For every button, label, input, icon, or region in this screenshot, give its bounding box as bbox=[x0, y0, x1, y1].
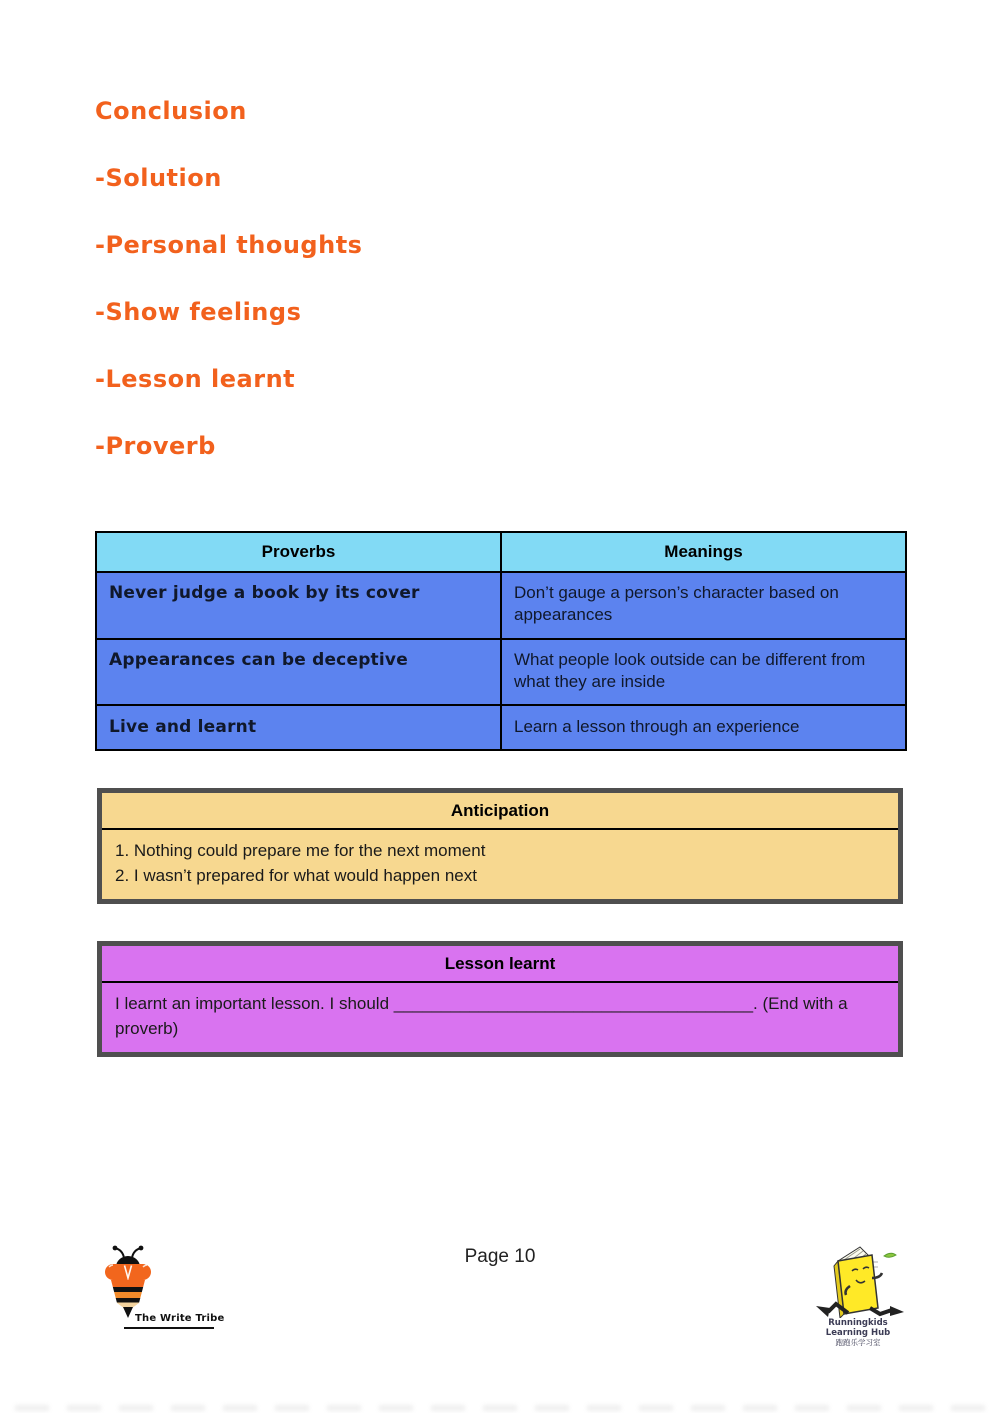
table-row bbox=[96, 572, 906, 639]
conclusion-heading-list bbox=[95, 99, 362, 501]
anticipation-box bbox=[97, 788, 903, 904]
anticipation-content bbox=[102, 830, 898, 899]
anticipation-item-1: 1. Nothing could prepare me for the next moment bbox=[115, 841, 486, 860]
heading-lesson-learnt: -Lesson learnt bbox=[95, 365, 296, 393]
page-number: Page 10 bbox=[464, 1246, 536, 1267]
proverb-cell: Appearances can be deceptive bbox=[96, 639, 501, 705]
lesson-learnt-title: Lesson learnt bbox=[102, 946, 898, 983]
heading-show-feelings: -Show feelings bbox=[95, 298, 302, 326]
column-header-proverbs: Proverbs bbox=[96, 532, 501, 572]
learning-hub-cjk-name: 跑跑乐学习室 bbox=[835, 1338, 881, 1348]
lesson-learnt-content: I learnt an important lesson. I should ______________________________________. (End with a proverb) bbox=[115, 994, 848, 1038]
table-header-row bbox=[96, 532, 906, 572]
write-tribe-label: The Write Tribe bbox=[135, 1313, 225, 1324]
write-tribe-underline bbox=[124, 1327, 214, 1329]
proverbs-table bbox=[95, 531, 907, 751]
proverb-cell: Never judge a book by its cover bbox=[96, 572, 501, 639]
write-tribe-logo bbox=[98, 1244, 225, 1336]
learning-hub-logo bbox=[806, 1240, 910, 1348]
next-page-ghost-text bbox=[15, 1405, 985, 1411]
meaning-cell: Learn a lesson through an experience bbox=[501, 705, 906, 750]
meaning-cell: Don’t gauge a person’s character based on appearances bbox=[501, 572, 906, 639]
heading-conclusion: Conclusion bbox=[95, 97, 247, 125]
heading-solution: -Solution bbox=[95, 164, 222, 192]
anticipation-title: Anticipation bbox=[102, 793, 898, 830]
column-header-meanings: Meanings bbox=[501, 532, 906, 572]
heading-personal-thoughts: -Personal thoughts bbox=[95, 231, 363, 259]
proverb-cell: Live and learnt bbox=[96, 705, 501, 750]
table-row bbox=[96, 639, 906, 705]
table-row bbox=[96, 705, 906, 750]
meaning-cell: What people look outside can be different from what they are inside bbox=[501, 639, 906, 705]
heading-proverb: -Proverb bbox=[95, 432, 216, 460]
running-book-icon bbox=[808, 1240, 908, 1318]
anticipation-item-2: 2. I wasn’t prepared for what would happen next bbox=[115, 865, 477, 885]
learning-hub-name: Runningkids Learning Hub bbox=[825, 1318, 891, 1339]
lesson-learnt-box bbox=[97, 941, 903, 1057]
